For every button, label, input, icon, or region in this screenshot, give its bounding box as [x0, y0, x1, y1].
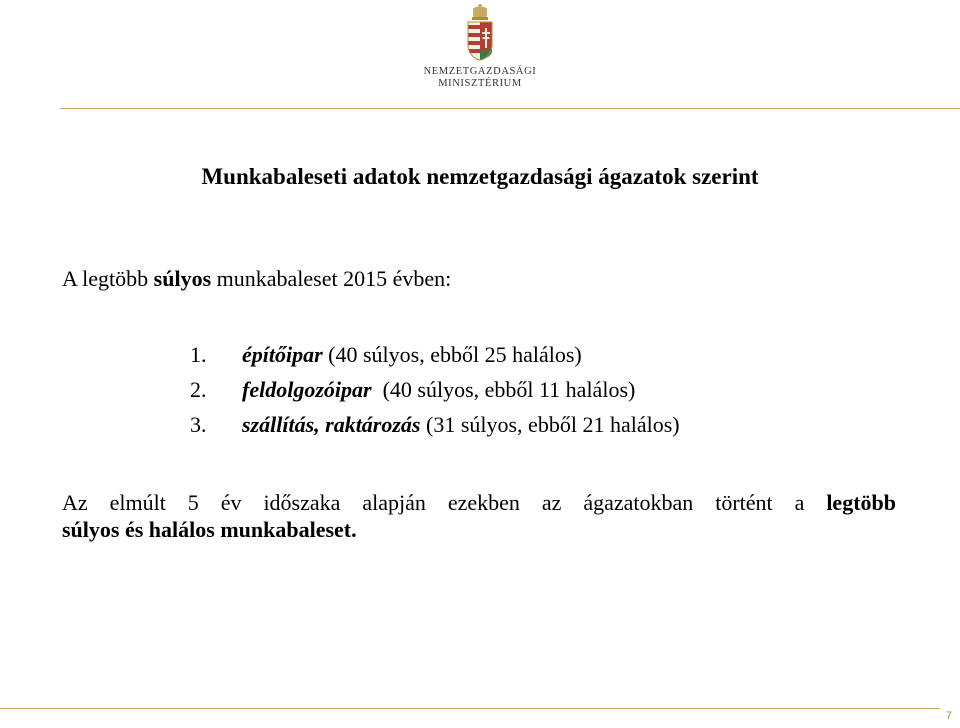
- footer-divider: [0, 708, 940, 709]
- summary-paragraph: [62, 489, 896, 543]
- summary-text: Az elmúlt 5 év időszaka alapján ezekben az ágazatokban történt a: [62, 490, 827, 515]
- intro-suffix: munkabaleset 2015 évben:: [211, 266, 452, 291]
- intro-bold: súlyos: [153, 266, 212, 291]
- summary-line1: [62, 489, 896, 516]
- hungarian-coat-of-arms-icon: [462, 4, 498, 66]
- list-item-detail: (40 súlyos, ebből 25 halálos): [322, 342, 582, 367]
- summary-bold1: legtöbb: [826, 490, 896, 515]
- intro-prefix: A legtöbb: [62, 266, 154, 291]
- summary-bold2: súlyos és halálos munkabaleset.: [62, 517, 357, 542]
- list-item-number: 3.: [190, 412, 207, 437]
- list-item-detail: (31 súlyos, ebből 21 halálos): [420, 412, 680, 437]
- header-divider: [60, 108, 960, 109]
- page-title: Munkabaleseti adatok nemzetgazdasági ágazatok szerint: [201, 164, 759, 189]
- list-item-detail: (40 súlyos, ebből 11 halálos): [371, 377, 636, 402]
- list-item: [190, 342, 680, 377]
- list-item: [190, 377, 680, 412]
- list-item-number: 2.: [190, 377, 207, 402]
- ministry-name-line2: MINISZTÉRIUM: [438, 78, 522, 89]
- intro-line: [62, 266, 451, 292]
- ministry-name: [410, 66, 550, 90]
- ministry-name-line1: NEMZETGAZDASÁGI: [423, 66, 537, 77]
- list-item: [190, 412, 680, 447]
- sector-list: [190, 342, 680, 447]
- list-item-sector: szállítás, raktározás: [242, 412, 421, 437]
- ministry-logo: [410, 4, 550, 94]
- list-item-sector: feldolgozóipar: [242, 377, 372, 402]
- list-item-number: 1.: [190, 342, 207, 367]
- list-item-sector: építőipar: [242, 342, 323, 367]
- page-number: 7: [945, 710, 952, 722]
